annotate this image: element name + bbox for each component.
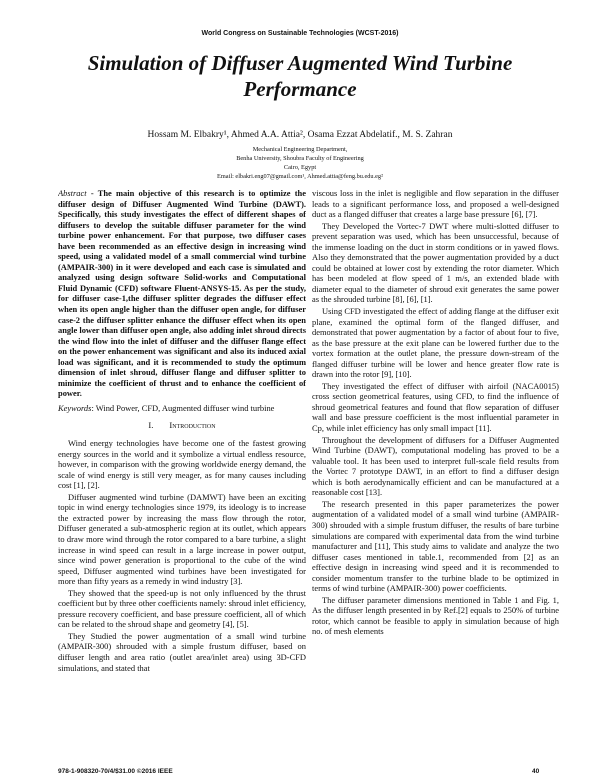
affiliation-email: Email: elbakri.eng07@gmail.com¹, Ahmed.attia@feng.bu.edu.eg²	[217, 173, 383, 180]
abstract-text: - The main objective of this research is to optimize the diffuser design of Diffuser Augmented Wind Turbine (DAWT). Specifically, this study investigates the effect of different shapes of diffusers to develop the suitable diffuser parameter for the wind turbine power enhancement. For that purpose, two diffuser cases have been recommended as an effective design in increasing wind speed, using a validated model of a small commercial wind turbine (AMPAIR-300) in it were developed and each case is simulated and analyzed using design software Solid-works and Computational Fluid Dynamic (CFD) software Fluent-ANSYS-15. As per the study, for diffuser case-1,the diffuser splitter degrades the diffuser effect when its open angle higher than the diffuser open angle, for diffuser case-2 the diffuser splitter enhance the diffuser effect when its open angle lower than diffuser open angle, also adding inlet shroud directs the wind flow into the inlet of diffuser and the diffuser flange effect on the power enhancement was significant and also its induced axial load was significant, and it is recommended to study the optimum dimension of inlet shroud, diffuser flange and diffuser splitter to minimize the coefficient of thrust and to enhance the coefficient of power.	[58, 188, 306, 399]
right-paragraph-4: They investigated the effect of diffuser with airfoil (NACA0015) cross section geometrical features, using CFD, to find the influence of shroud geometrical features and found that flow separation of diffuser wall and base pressure coefficient is the most influential parameter in Cp, while inlet efficiency has only small impact [11].	[312, 380, 559, 434]
keywords-label: Keywords	[58, 402, 92, 413]
section-heading	[58, 420, 306, 431]
footer-isbn: 978-1-908320-70/4/$31.00 ©2016 IEEE	[58, 768, 173, 775]
right-paragraph-5: Throughout the development of diffusers for a Diffuser Augmented Wind Turbine (DAWT), computational modeling has proved to be a valuable tool. It has been used to interpret full-scale field results from the Vortec 7 prototype DAWT, in an effort to find a diffuser design which is both aerodynamically efficient and can be manufactured at a reasonable cost [13].	[312, 434, 559, 498]
keywords	[58, 403, 306, 414]
left-paragraph-1: Wind energy technologies have become one of the fastest growing energy sources in the world and it symbolize a virtual endless resource, however, in comparison with the growing worldwide energy demand, the scale of wind energy is still very meager, as for many causes including cost [1], [2].	[58, 438, 306, 491]
right-paragraph-1: viscous loss in the inlet is negligible and flow separation in the diffuser leads to a significant performance loss, and proposed a well-designed duct as a flanged diffuser that creates a large base pressure [6], [7].	[312, 188, 559, 220]
section-number: I.	[148, 420, 154, 431]
author-list: Hossam M. Elbakry¹, Ahmed A.A. Attia², Osama Ezzat Abdelatif., M. S. Zahran	[147, 130, 453, 140]
right-paragraph-6: The research presented in this paper parameterizes the power augmentation of a validated model of a small wind turbine (AMPAIR-300) shrouded with a simple frustum diffuser, the results of bare turbine simulations are compared with experimental data from the wind turbine manufacturer and [11], This study aims to validate and analyze the two diffuser cases mentioned in table.1, recommended from [2] as an effective design in increasing wind speed and it is recommended to consider momentum transfer to the turbine blade to be optimized in terms of wind turbine (AMPAIR-300) power coefficients.	[312, 498, 559, 594]
keywords-text: : Wind Power, CFD, Augmented diffuser wind turbine	[91, 402, 275, 413]
affiliation-city: Cairo, Egypt	[283, 164, 317, 171]
right-paragraph-7: The diffuser parameter dimensions mentioned in Table 1 and Fig. 1, As the diffuser length presented in by Ref.[2] equals to 250% of turbine rotor, which cannot be feasible to apply in simulation because of high no. of mesh elements	[312, 594, 559, 637]
section-title: Introduction	[169, 420, 216, 431]
left-paragraph-3: They showed that the speed-up is not only influenced by the thrust coefficient but by three other coefficients namely: shroud inlet efficiency, pressure recovery coefficient, and base pressure coefficient, all of which can be related to the shroud shape and geometry [4], [5].	[58, 587, 306, 630]
right-paragraph-2: They Developed the Vortec-7 DWT where multi-slotted diffuser to prevent separation was used, which has been unsuccessful, because of the immense loading on the duct in storm conditions or in yawed flows. Also they demonstrated that the power augmentation provided by a duct could be obtained at lower cost by extending the rotor diameter. Which has been modeled at flow speed of 1 m/s, an extended blade with diameter equal to the diameter of shroud exit generates the same power as the shrouded turbine [8], [6], [1].	[312, 220, 559, 305]
abstract-label: Abstract	[58, 188, 87, 198]
left-column	[58, 188, 306, 756]
affiliation-dept: Mechanical Engineering Department,	[252, 146, 348, 153]
left-paragraph-2: Diffuser augmented wind turbine (DAMWT) have been an exciting topic in wind energy technologies since 1979, its ideology is to increase the extracted power by increasing the mass flow through the rotor, Diffuser generated a sub-atmospheric region at its outlet, which appears to draw more wind through the rotor compared to a bare turbine, a slight increase in wind speed can result in a large increase in power output, since wind power generation is proportional to the cube of the wind speed, Diffuser augmented wind turbines have been investigated for more than fifty years as a remedy in wind industry [3].	[58, 491, 306, 587]
conference-header: World Congress on Sustainable Technologies (WCST-2016)	[201, 30, 399, 37]
right-paragraph-3: Using CFD investigated the effect of adding flange at the diffuser exit plane, examined the optimal form of the flanged diffuser, and demonstrated that power augmentation by a factor of about four to five, as the base pressure at the exit plane can be lowered further due to the vortex formation at the outlet plane, the pressure down-stream of the flanged diffuser turbine will be lower and hence greater flow rate is drawn into the rotor [9], [10].	[312, 306, 559, 380]
left-paragraph-4: They Studied the power augmentation of a small wind turbine (AMPAIR-300) shrouded with a simple frustum diffuser, based on diffuser length and area ratio (outlet area/inlet area) using 3D-CFD simulations, and stated that	[58, 630, 306, 673]
paper-title: Simulation of Diffuser Augmented Wind Turbine Performance	[87, 51, 513, 101]
page-number: 40	[532, 768, 540, 775]
right-column	[312, 188, 559, 756]
affiliation-university: Benha University, Shoubra Faculty of Engineering	[236, 155, 364, 162]
abstract	[58, 188, 306, 399]
